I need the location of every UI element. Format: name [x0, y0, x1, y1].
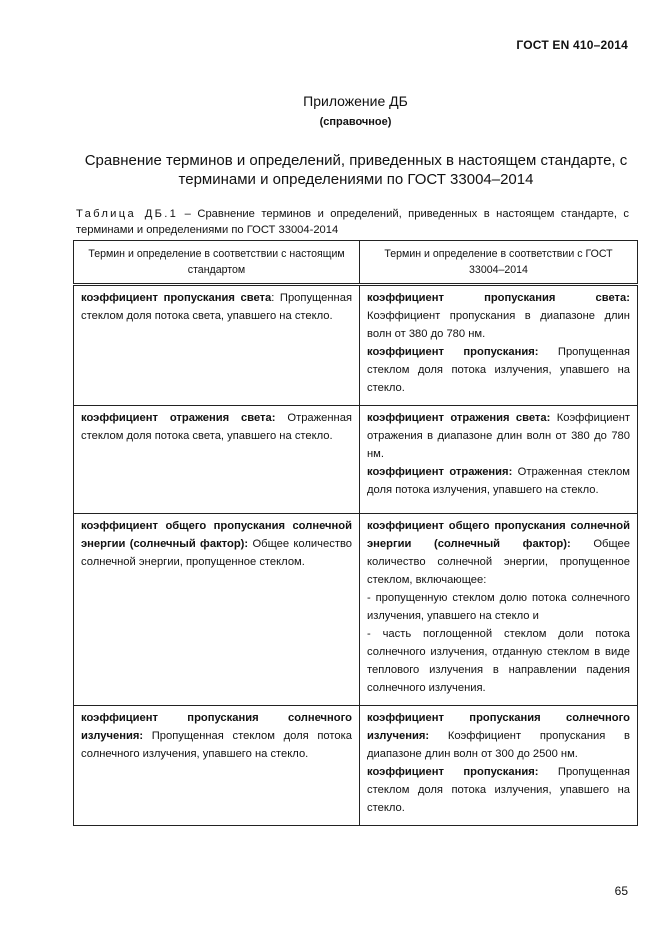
entry — [367, 709, 630, 763]
left-cell — [74, 406, 360, 514]
definition: - пропущенную стеклом долю потока солнечного излучения, упавшего на стекло и — [367, 592, 630, 622]
definition: Пропущенная стеклом доля потока излучения, упавшего на стекло. — [367, 346, 630, 394]
entry — [367, 463, 630, 499]
entry — [367, 289, 630, 343]
table-caption-text: – Сравнение терминов и определений, приведенных в настоящем стандарте, с терминами и определениями по ГОСТ 33004-2014 — [76, 208, 629, 236]
term: коэффициент пропускания света: — [367, 292, 630, 304]
right-cell — [360, 285, 638, 406]
page-title: Сравнение терминов и определений, приведенных в настоящем стандарте, с терминами и определениями по ГОСТ 33004–2014 — [84, 152, 628, 188]
right-cell — [360, 706, 638, 826]
table-header-row — [74, 241, 638, 285]
page-number: 65 — [614, 884, 628, 898]
term: коэффициент пропускания солнечного излучения: — [367, 712, 630, 742]
table-row — [74, 514, 638, 706]
term: коэффициент общего пропускания солнечной энергии (солнечный фактор): — [81, 520, 352, 550]
entry — [367, 517, 630, 589]
comparison-table — [73, 240, 638, 826]
document-code: ГОСТ EN 410–2014 — [516, 38, 628, 52]
definition: Коэффициент пропускания в диапазоне длин волн от 380 до 780 нм. — [367, 310, 630, 340]
term: коэффициент общего пропускания солнечной энергии (солнечный фактор): — [367, 520, 630, 550]
definition: Отраженная стеклом доля потока излучения, упавшего на стекло. — [367, 466, 631, 496]
table-row — [74, 406, 638, 514]
definition: Отраженная стеклом доля потока света, упавшего на стекло. — [81, 412, 352, 442]
term: коэффициент отражения: — [367, 466, 513, 478]
entry — [367, 409, 630, 463]
left-cell — [74, 514, 360, 706]
entry — [367, 589, 630, 625]
definition: - часть поглощенной стеклом доли потока солнечного излучения, отданную стеклом в виде теплового излучения в направлении падения солнечного излучения. — [367, 628, 630, 694]
table-caption-label: Таблица ДБ.1 — [76, 208, 179, 220]
entry — [367, 625, 630, 697]
appendix-subtitle: (справочное) — [319, 116, 392, 128]
table-row — [74, 285, 638, 406]
definition: Коэффициент пропускания в диапазоне длин волн от 300 до 2500 нм. — [367, 730, 630, 760]
left-cell — [74, 706, 360, 826]
entry — [367, 343, 630, 397]
table-caption — [76, 206, 629, 238]
term: коэффициент пропускания света — [81, 292, 272, 304]
column-header-current-standard: Термин и определение в соответствии с настоящим стандартом — [74, 241, 360, 285]
term-separator — [275, 412, 287, 424]
definition: Пропущенная стеклом доля потока излучения, упавшего на стекло. — [367, 766, 630, 814]
column-header-gost: Термин и определение в соответствии с ГОСТ 33004–2014 — [360, 241, 638, 285]
left-cell — [74, 285, 360, 406]
term-separator: : — [271, 292, 280, 304]
appendix-title: Приложение ДБ — [303, 93, 408, 109]
term: коэффициент пропускания солнечного излучения: — [81, 712, 352, 742]
right-cell — [360, 406, 638, 514]
definition: Пропущенная стеклом доля потока света, упавшего на стекло. — [81, 292, 352, 322]
term: коэффициент пропускания: — [367, 766, 539, 778]
entry — [367, 763, 630, 817]
right-cell — [360, 514, 638, 706]
term: коэффициент отражения света: — [367, 412, 551, 424]
term-separator — [143, 730, 152, 742]
definition: Общее количество солнечной энергии, пропущенное стеклом. — [81, 538, 352, 568]
definition: Общее количество солнечной энергии, пропущенное стеклом, включающее: — [367, 538, 630, 586]
definition: Пропущенная стеклом доля потока солнечного излучения, упавшего на стекло. — [81, 730, 352, 760]
definition: Коэффициент отражения в диапазоне длин волн от 380 до 780 нм. — [367, 412, 630, 460]
term: коэффициент отражения света: — [81, 412, 276, 424]
term: коэффициент пропускания: — [367, 346, 539, 358]
table-row — [74, 706, 638, 826]
